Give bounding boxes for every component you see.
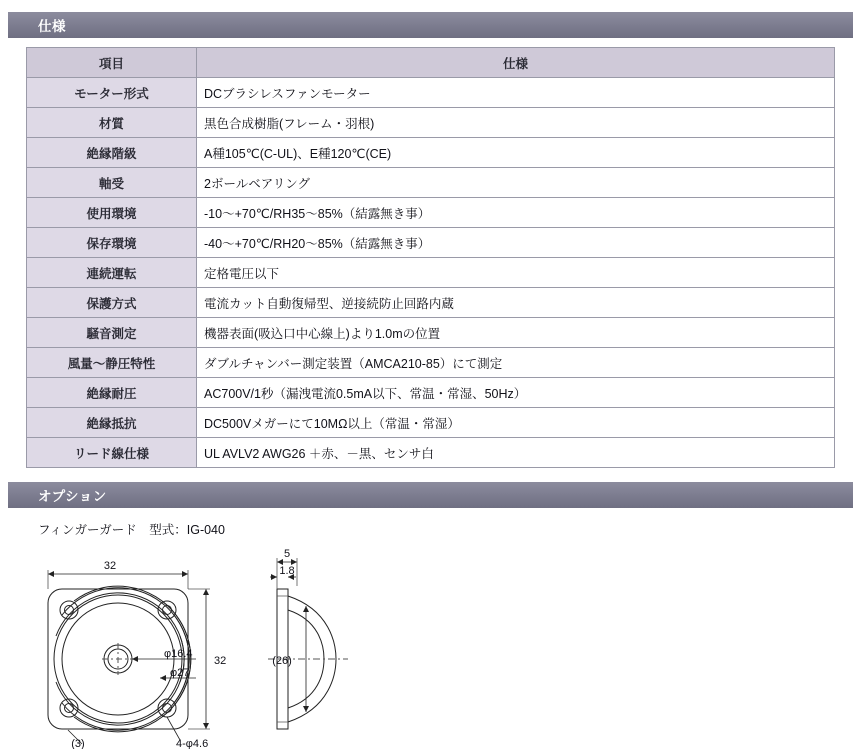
row-header: 使用環境 [27,198,197,228]
row-header: 絶縁耐圧 [27,378,197,408]
row-value: DCブラシレスファンモーター [197,78,835,108]
row-header: 連続運転 [27,258,197,288]
spec-section-title: 仕様 [38,19,66,34]
table-row [27,318,835,348]
table-header-row [27,48,835,78]
table-row [27,408,835,438]
table-row [27,108,835,138]
spec-section-header [8,12,853,38]
row-value: 機器表面(吸込口中心線上)より1.0mの位置 [197,318,835,348]
row-value: DC500Vメガーにて10MΩ以上（常温・常湿） [197,408,835,438]
table-row [27,198,835,228]
table-row [27,348,835,378]
finger-guard-svg [0,544,861,749]
finger-guard-drawing [0,544,861,749]
row-header: リード線仕様 [27,438,197,468]
table-row [27,138,835,168]
row-header: 保護方式 [27,288,197,318]
table-row [27,228,835,258]
spec-table [26,47,835,468]
column-header-item: 項目 [27,48,197,78]
row-value: ダブルチャンバー測定装置（AMCA210-85）にて測定 [197,348,835,378]
row-value: -10〜+70℃/RH35〜85%（結露無き事） [197,198,835,228]
row-header: 軸受 [27,168,197,198]
row-value: 定格電圧以下 [197,258,835,288]
row-value: 電流カット自動復帰型、逆接続防止回路内蔵 [197,288,835,318]
dim-inner-2: φ27 [170,667,190,679]
dim-inner-1: φ16.4 [164,648,193,660]
table-row [27,378,835,408]
dim-side-depth: (26) [272,655,292,667]
side-view-dimensions [270,558,309,712]
row-header: 保存環境 [27,228,197,258]
row-value: UL AVLV2 AWG26 ＋赤、－黒、センサ白 [197,438,835,468]
row-header: モーター形式 [27,78,197,108]
option-caption: フィンガーガード 型式：IG-040 [38,523,225,537]
row-value: AC700V/1秒（漏洩電流0.5mA以下、常温・常湿、50Hz） [197,378,835,408]
dim-front-width: 32 [103,560,117,572]
dim-corner-note: (3) [71,738,85,749]
table-row [27,168,835,198]
column-header-spec: 仕様 [197,48,835,78]
row-value: 2ボールベアリング [197,168,835,198]
dim-front-height: 32 [214,655,227,667]
table-row [27,258,835,288]
option-section [0,482,861,749]
dim-side-thickness: 1.8 [279,565,295,577]
row-header: 風量〜静圧特性 [27,348,197,378]
dim-hole-note: 4-φ4.6 [176,738,209,749]
row-value: 黒色合成樹脂(フレーム・羽根) [197,108,835,138]
row-value: A種105℃(C-UL)、E種120℃(CE) [197,138,835,168]
row-value: -40〜+70℃/RH20〜85%（結露無き事） [197,228,835,258]
table-row [27,288,835,318]
option-section-header [8,482,853,508]
option-section-title: オプション [38,489,107,504]
dim-side-top: 5 [283,548,291,560]
row-header: 材質 [27,108,197,138]
table-row [27,78,835,108]
row-header: 騒音測定 [27,318,197,348]
table-row [27,438,835,468]
row-header: 絶縁階級 [27,138,197,168]
row-header: 絶縁抵抗 [27,408,197,438]
